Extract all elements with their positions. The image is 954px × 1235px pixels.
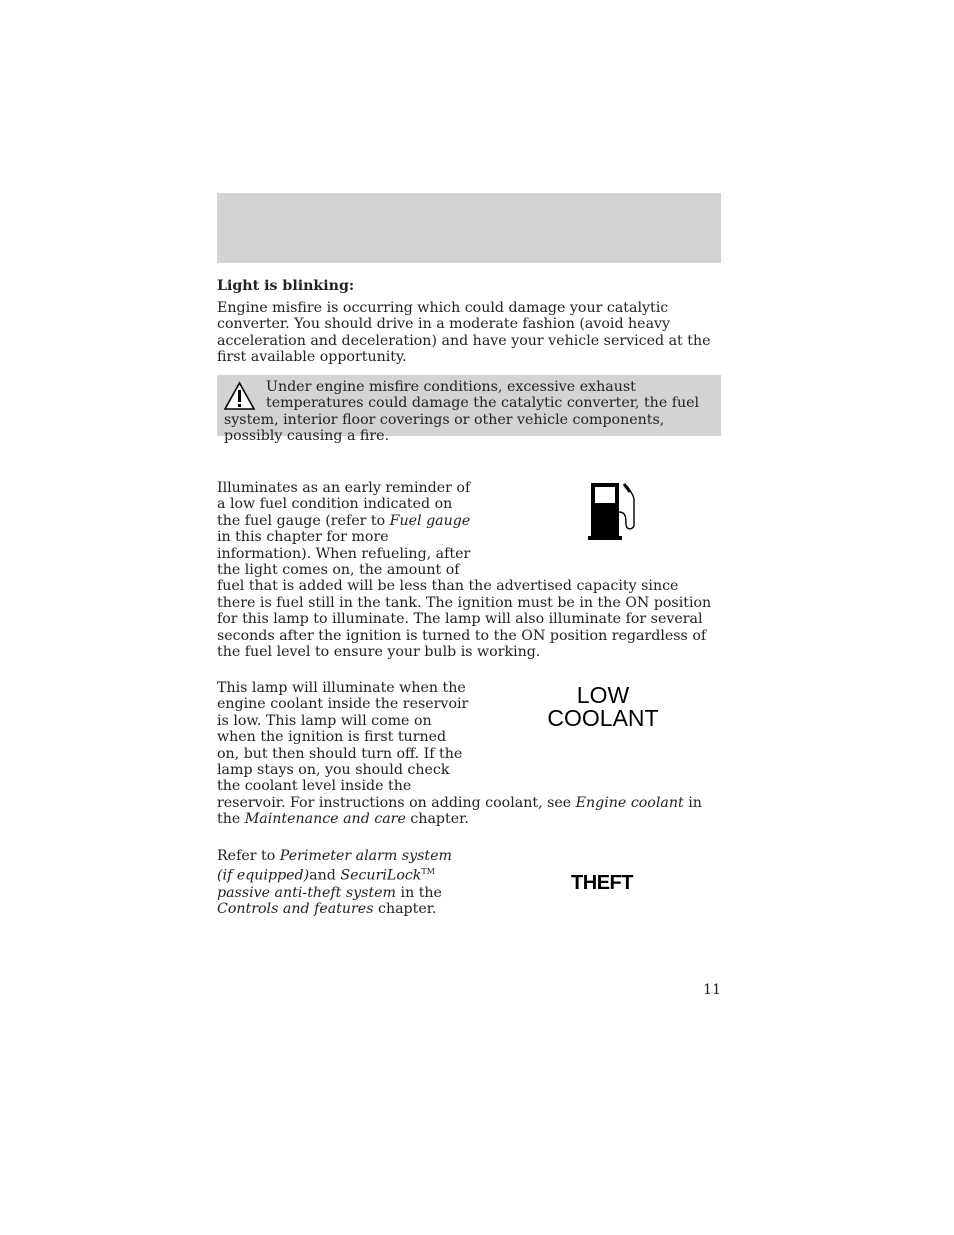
engine-coolant-ref: Engine coolant: [575, 794, 684, 811]
passive-anti-theft-ref: passive anti-theft system: [217, 884, 397, 901]
low-fuel-text: Illuminates as an early reminder of a low fuel condition indicated on the fuel gauge (refer to Fuel gauge in this chapter for more information). When refueling, after the light comes on, the amount of fuel that is added will be less than the advertised capacity since there is fuel still in the tank. The ignition must be in the ON position for this lamp to illuminate. The lamp will also illuminate for several seconds after the ignition is turned to the ON position regardless of the fuel level to ensure your bulb is working.: [217, 480, 712, 661]
theft-indicator: THEFT: [571, 872, 633, 894]
securilock-ref: SecuriLock: [340, 868, 422, 885]
theft-text: Refer to Perimeter alarm system (if equipped)and SecuriLock™ passive anti-theft system in the Controls and features chapter.: [217, 848, 452, 917]
blinking-body: Engine misfire is occurring which could damage your catalytic converter. You should drive in a moderate fashion (avoid heavy acceleration and deceleration) and have your vehicle serviced at the first available opportunity.: [217, 300, 711, 366]
warning-text: Under engine misfire conditions, excessive exhaust temperatures could damage the catalytic converter, the fuel system, interior floor coverings or other vehicle components, possibly causing a fire.: [224, 379, 700, 445]
blinking-heading: Light is blinking:: [217, 278, 355, 294]
warning-box: [217, 375, 721, 445]
maintenance-ref: Maintenance and care: [244, 811, 406, 828]
controls-features-ref: Controls and features: [217, 900, 374, 917]
perimeter-alarm-ref: Perimeter alarm system (if equipped): [217, 848, 452, 885]
low-coolant-text: This lamp will illuminate when the engine coolant inside the reservoir is low. This lamp will come on when the ignition is first turned on, but then should turn off. If the lamp stays on, you should check the coolant level inside the reservoir. For instructions on adding coolant, see Engine coolant in the Maintenance and care chapter.: [217, 680, 702, 828]
fuel-gauge-ref: Fuel gauge: [389, 512, 471, 529]
low-coolant-indicator: LOW COOLANT: [547, 682, 659, 731]
page-number: 11: [702, 982, 721, 998]
header-band: [217, 193, 721, 263]
fuel-pump-icon: [586, 480, 638, 542]
